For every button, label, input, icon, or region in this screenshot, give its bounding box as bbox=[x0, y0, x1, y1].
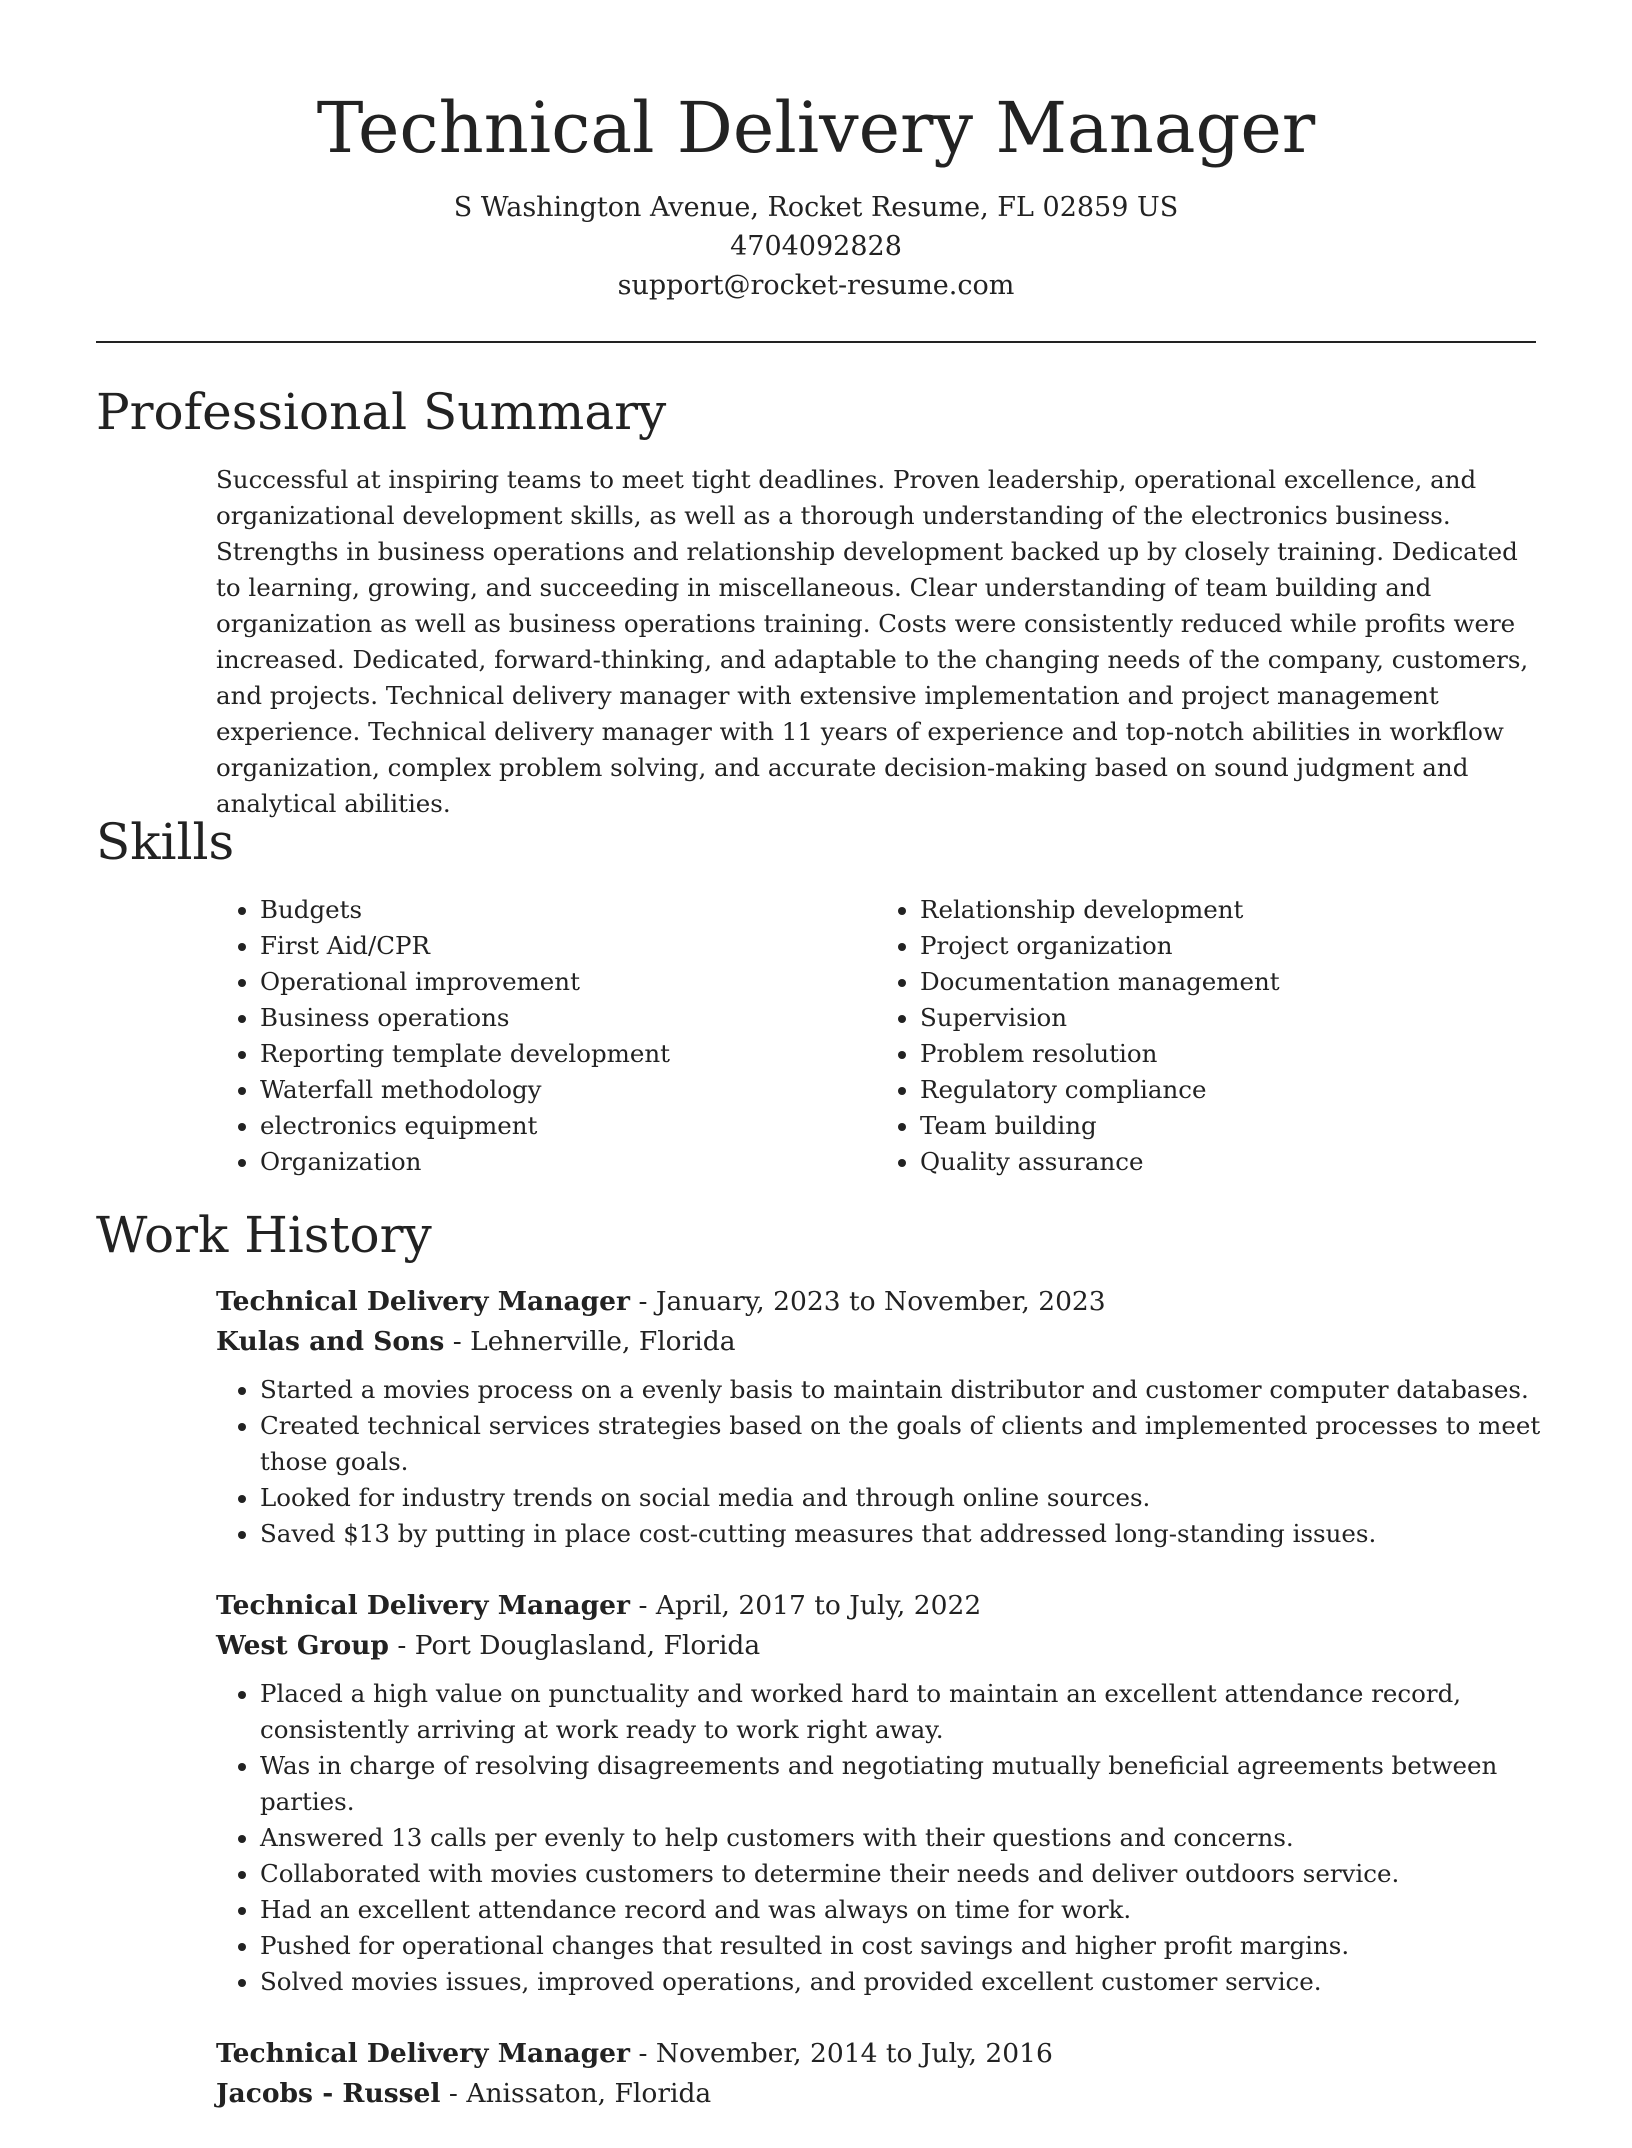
job-title: Technical Delivery Manager bbox=[216, 1286, 630, 1317]
skills-column-left bbox=[216, 892, 876, 1180]
skill-item: • Reporting template development bbox=[260, 1036, 876, 1072]
job-employer bbox=[216, 1626, 1546, 1666]
job-employer bbox=[216, 1322, 1546, 1362]
address: S Washington Avenue, Rocket Resume, FL 02859 US bbox=[453, 192, 1179, 223]
company-name: West Group bbox=[216, 1630, 389, 1661]
email[interactable]: support@rocket-resume.com bbox=[617, 270, 1015, 301]
skill-item: • Team building bbox=[920, 1108, 1536, 1144]
job-employer bbox=[216, 2074, 1546, 2114]
company-name: Kulas and Sons bbox=[216, 1326, 445, 1357]
job-bullets bbox=[216, 1676, 1546, 2000]
skills-heading: Skills bbox=[96, 813, 235, 871]
job-dates: January, 2023 to November, 2023 bbox=[655, 1286, 1106, 1317]
skill-item: • Waterfall methodology bbox=[260, 1072, 876, 1108]
job-bullet: • Looked for industry trends on social media and through online sources. bbox=[260, 1480, 1546, 1516]
job-location: Port Douglasland, Florida bbox=[414, 1630, 761, 1661]
resume-header bbox=[0, 0, 1632, 305]
skill-item: • Business operations bbox=[260, 1000, 876, 1036]
header-divider bbox=[96, 341, 1536, 343]
job-separator: - bbox=[638, 2038, 656, 2069]
contact-info bbox=[0, 188, 1632, 305]
skill-item: • Supervision bbox=[920, 1000, 1536, 1036]
job-title: Technical Delivery Manager bbox=[216, 1590, 630, 1621]
job-bullet: • Answered 13 calls per evenly to help customers with their questions and concerns. bbox=[260, 1820, 1546, 1856]
job-separator: - bbox=[397, 1630, 415, 1661]
job-separator: - bbox=[638, 1590, 656, 1621]
skill-item: • electronics equipment bbox=[260, 1108, 876, 1144]
job-location: Lehnerville, Florida bbox=[470, 1326, 736, 1357]
job-bullet: • Collaborated with movies customers to determine their needs and deliver outdoors service. bbox=[260, 1856, 1546, 1892]
job-bullet: • Was in charge of resolving disagreements and negotiating mutually beneficial agreements between parties. bbox=[260, 1748, 1546, 1820]
job-bullet: • Had an excellent attendance record and was always on time for work. bbox=[260, 1892, 1546, 1928]
job-bullet: • Solved movies issues, improved operations, and provided excellent customer service. bbox=[260, 1964, 1546, 2000]
summary-text: Successful at inspiring teams to meet tight deadlines. Proven leadership, operational excellence, and organizational development skills, as well as a thorough understanding of the electronics business. Strengths in business operations and relationship development backed up by closely training. Dedicated to learning, growing, and succeeding in miscellaneous. Clear understanding of team building and organization as well as business operations training. Costs were consistently reduced while profits were increased. Dedicated, forward-thinking, and adaptable to the changing needs of the company, customers, and projects. Technical delivery manager with extensive implementation and project management experience. Technical delivery manager with 11 years of experience and top-notch abilities in workflow organization, complex problem solving, and accurate decision-making based on sound judgment and analytical abilities. bbox=[216, 465, 1529, 818]
job-heading bbox=[216, 1282, 1546, 1322]
phone: 4704092828 bbox=[730, 231, 902, 262]
skill-item: • Relationship development bbox=[920, 892, 1536, 928]
job-location: Anissaton, Florida bbox=[466, 2078, 712, 2109]
skill-item: • Organization bbox=[260, 1144, 876, 1180]
job-separator: - bbox=[452, 1326, 471, 1357]
job-bullet: • Started a movies process on a evenly basis to maintain distributor and customer computer databases. bbox=[260, 1372, 1546, 1408]
job-entry bbox=[216, 1282, 1546, 1552]
job-heading bbox=[216, 1586, 1546, 1626]
job-separator: - bbox=[638, 1286, 656, 1317]
job-bullet: • Saved $13 by putting in place cost-cutting measures that addressed long-standing issues. bbox=[260, 1516, 1546, 1552]
job-bullet: • Created technical services strategies based on the goals of clients and implemented processes to meet those goals. bbox=[260, 1408, 1546, 1480]
job-heading bbox=[216, 2034, 1546, 2074]
skill-item: • First Aid/CPR bbox=[260, 928, 876, 964]
job-separator: - bbox=[448, 2078, 467, 2109]
job-dates: April, 2017 to July, 2022 bbox=[655, 1590, 982, 1621]
skills-list bbox=[216, 892, 1536, 1180]
skills-column-right bbox=[876, 892, 1536, 1180]
skill-item: • Regulatory compliance bbox=[920, 1072, 1536, 1108]
job-dates: November, 2014 to July, 2016 bbox=[655, 2038, 1053, 2069]
skill-item: • Quality assurance bbox=[920, 1144, 1536, 1180]
skill-item: • Problem resolution bbox=[920, 1036, 1536, 1072]
work-history-heading: Work History bbox=[96, 1206, 432, 1264]
company-name: Jacobs - Russel bbox=[216, 2078, 441, 2109]
summary-heading: Professional Summary bbox=[96, 383, 667, 441]
job-title: Technical Delivery Manager bbox=[216, 2038, 630, 2069]
job-entry bbox=[216, 2034, 1546, 2114]
skill-item: • Operational improvement bbox=[260, 964, 876, 1000]
job-entry bbox=[216, 1586, 1546, 2000]
work-history-list bbox=[216, 1282, 1546, 2148]
job-bullet: • Placed a high value on punctuality and worked hard to maintain an excellent attendance record, consistently arriving at work ready to work right away. bbox=[260, 1676, 1546, 1748]
skill-item: • Budgets bbox=[260, 892, 876, 928]
candidate-name: Technical Delivery Manager bbox=[316, 87, 1316, 169]
job-bullet: • Pushed for operational changes that resulted in cost savings and higher profit margins. bbox=[260, 1928, 1546, 1964]
skill-item: • Documentation management bbox=[920, 964, 1536, 1000]
skill-item: • Project organization bbox=[920, 928, 1536, 964]
job-bullets bbox=[216, 1372, 1546, 1552]
